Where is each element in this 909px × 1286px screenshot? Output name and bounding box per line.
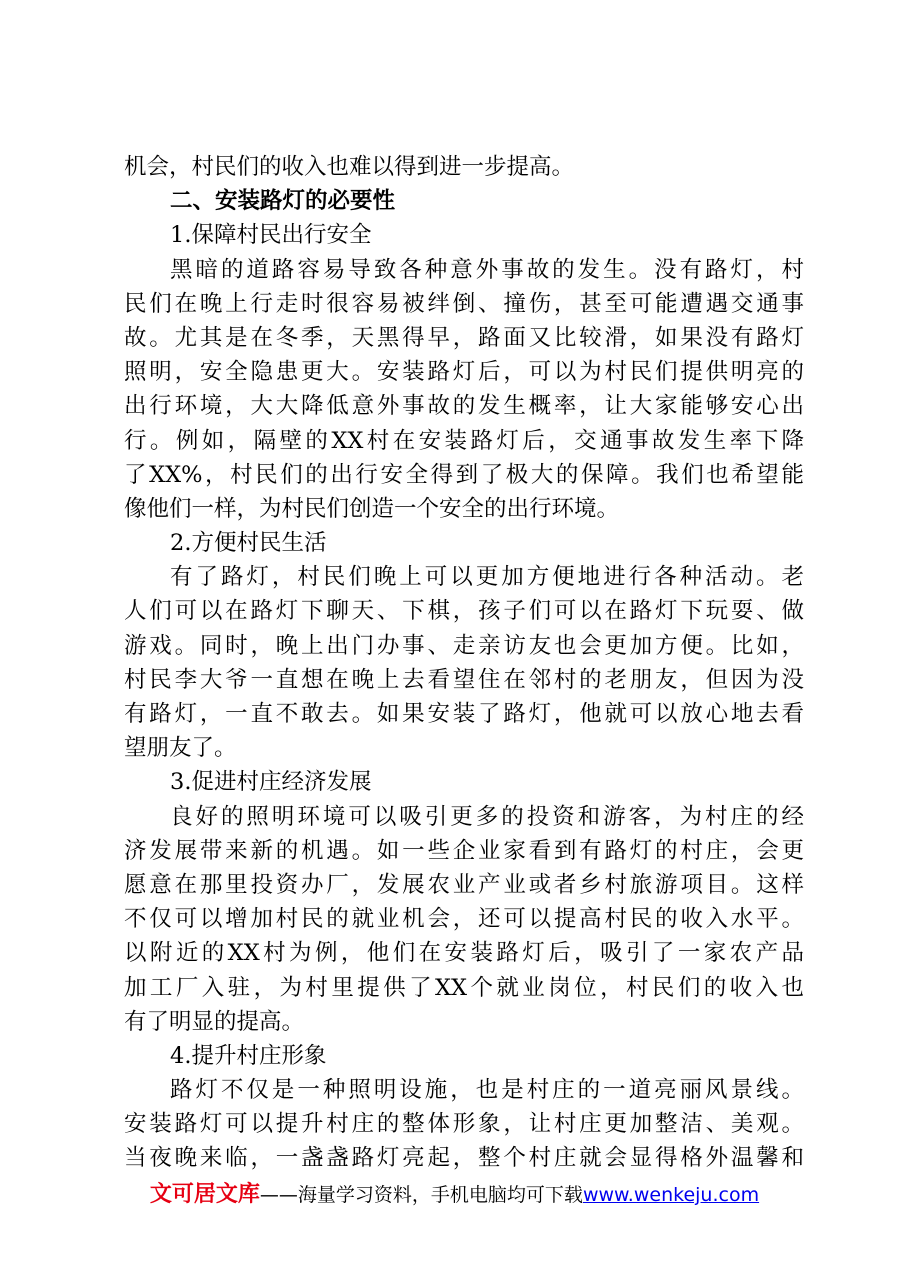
paragraph-line: 有了明显的提高。 — [124, 1008, 305, 1035]
section-heading: 二、安装路灯的必要性 — [170, 188, 396, 215]
paragraph-line: 有了路灯，村民们晚上可以更加方便地进行各种活动。老 — [170, 564, 804, 591]
paragraph-line: 像他们一样，为村民们创造一个安全的出行环境。 — [124, 495, 620, 522]
document-body — [124, 150, 804, 1176]
paragraph-line: 以附近的XX村为例，他们在安装路灯后，吸引了一家农产品 — [124, 940, 804, 967]
brand-name: 文可居文库 — [149, 1182, 260, 1207]
footer-slogan: ——海量学习资料，手机电脑均可下载 — [259, 1184, 583, 1206]
paragraph-line: 良好的照明环境可以吸引更多的投资和游客，为村庄的经 — [170, 803, 804, 830]
paragraph-line: 路灯不仅是一种照明设施，也是村庄的一道亮丽风景线。 — [170, 1077, 804, 1104]
paragraph-line: 民们在晚上行走时很容易被绊倒、撞伤，甚至可能遭遇交通事 — [124, 290, 804, 317]
paragraph-line: 望朋友了。 — [124, 735, 237, 762]
paragraph-line: 行。例如，隔壁的XX村在安装路灯后，交通事故发生率下降 — [124, 427, 804, 454]
paragraph-line: 安装路灯可以提升村庄的整体形象，让村庄更加整洁、美观。 — [124, 1111, 804, 1138]
paragraph-line: 机会，村民们的收入也难以得到进一步提高。 — [124, 154, 575, 180]
paragraph-line: 出行环境，大大降低意外事故的发生概率，让大家能够安心出 — [124, 393, 804, 420]
website-link[interactable]: www.wenkeju.com — [582, 1184, 760, 1206]
paragraph-line: 愿意在那里投资办厂，发展农业产业或者乡村旅游项目。这样 — [124, 871, 804, 898]
footer-banner — [0, 1180, 909, 1210]
paragraph-line: 故。尤其是在冬季，天黑得早，路面又比较滑，如果没有路灯 — [124, 324, 804, 351]
paragraph-line: 游戏。同时，晚上出门办事、走亲访友也会更加方便。比如， — [124, 632, 804, 659]
paragraph-line: 照明，安全隐患更大。安装路灯后，可以为村民们提供明亮的 — [124, 359, 804, 386]
paragraph-line: 了XX%，村民们的出行安全得到了极大的保障。我们也希望能 — [124, 461, 804, 488]
paragraph-line: 不仅可以增加村民的就业机会，还可以提高村民的收入水平。 — [124, 906, 804, 933]
paragraph-line: 当夜晚来临，一盏盏路灯亮起，整个村庄就会显得格外温馨和 — [124, 1145, 804, 1172]
paragraph-line: 加工厂入驻，为村里提供了XX个就业岗位，村民们的收入也 — [124, 974, 804, 1001]
paragraph-line: 村民李大爷一直想在晚上去看望住在邻村的老朋友，但因为没 — [124, 666, 804, 693]
paragraph-line: 济发展带来新的机遇。如一些企业家看到有路灯的村庄，会更 — [124, 837, 804, 864]
subsection-heading: 1.保障村民出行安全 — [170, 222, 372, 249]
subsection-heading: 3.促进村庄经济发展 — [170, 769, 372, 796]
paragraph-line: 人们可以在路灯下聊天、下棋，孩子们可以在路灯下玩耍、做 — [124, 598, 804, 625]
subsection-heading: 2.方便村民生活 — [170, 530, 327, 557]
paragraph-line: 黑暗的道路容易导致各种意外事故的发生。没有路灯，村 — [170, 256, 804, 283]
subsection-heading: 4.提升村庄形象 — [170, 1042, 327, 1069]
paragraph-line: 有路灯，一直不敢去。如果安装了路灯，他就可以放心地去看 — [124, 701, 804, 727]
